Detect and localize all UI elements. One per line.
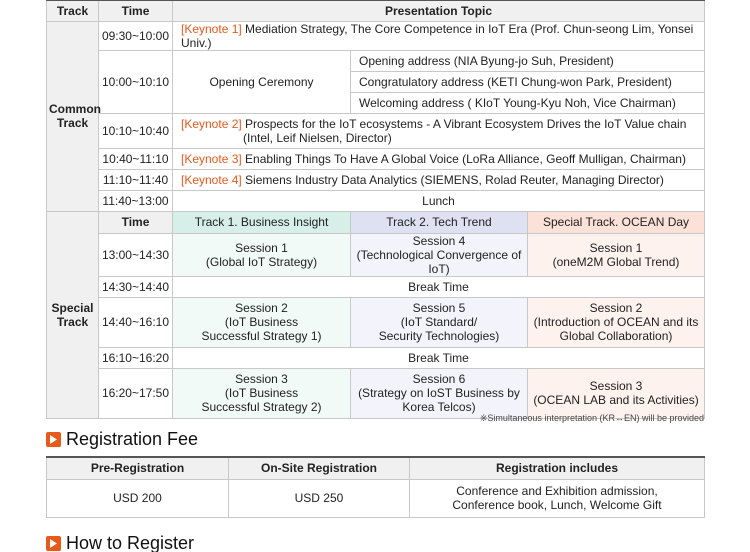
welcoming-address: Welcoming address ( KIoT Young-Kyu Noh, Vice Chairman) bbox=[351, 92, 705, 113]
session-cell-track2: Session 4 (Technological Convergence of IoT) bbox=[351, 233, 528, 276]
congratulatory-address: Congratulatory address (KETI Chung-won Park, President) bbox=[351, 71, 705, 92]
session-cell-track1: Session 2 (IoT Business Successful Strategy 1) bbox=[173, 297, 351, 347]
registration-includes-header: Registration includes bbox=[410, 457, 705, 479]
registration-values-row bbox=[47, 479, 705, 517]
topic-text: Prospects for the IoT ecosystems - A Vibrant Ecosystem Drives the IoT Value chain bbox=[241, 116, 687, 131]
session-cell-track3: Session 2 (Introduction of OCEAN and its Global Collaboration) bbox=[528, 297, 705, 347]
track3-header: Special Track. OCEAN Day bbox=[528, 211, 705, 233]
common-track-label: Common Track bbox=[47, 21, 99, 211]
topic-text: Enabling Things To Have A Global Voice (LoRa Alliance, Geoff Mulligan, Chairman) bbox=[241, 151, 686, 166]
topic-text: Siemens Industry Data Analytics (SIEMENS, Rolad Reuter, Managing Director) bbox=[241, 172, 664, 187]
session-cell-track3: Session 1 (oneM2M Global Trend) bbox=[528, 233, 705, 276]
topic-cell bbox=[173, 148, 705, 169]
opening-row-1 bbox=[47, 50, 705, 71]
session-cell-track1: Session 1 (Global IoT Strategy) bbox=[173, 233, 351, 276]
pre-registration-fee: USD 200 bbox=[47, 479, 229, 517]
header-time: Time bbox=[99, 0, 173, 21]
keynote-label: [Keynote 1] bbox=[181, 21, 242, 36]
play-triangle-icon bbox=[46, 432, 61, 447]
common-row-keynote-2 bbox=[47, 113, 705, 148]
play-triangle-icon bbox=[46, 536, 61, 551]
time-cell: 16:20~17:50 bbox=[99, 368, 173, 418]
session-row bbox=[47, 297, 705, 347]
time-cell: 13:00~14:30 bbox=[99, 233, 173, 276]
lunch-cell: Lunch bbox=[173, 190, 705, 211]
common-row-keynote-4 bbox=[47, 169, 705, 190]
common-row-keynote-1 bbox=[47, 21, 705, 50]
topic-cell bbox=[173, 21, 705, 50]
pre-registration-header: Pre-Registration bbox=[47, 457, 229, 479]
special-header-row bbox=[47, 211, 705, 233]
time-cell: 10:00~10:10 bbox=[99, 50, 173, 113]
break-row bbox=[47, 276, 705, 297]
time-cell: 10:40~11:10 bbox=[99, 148, 173, 169]
session-row bbox=[47, 233, 705, 276]
opening-ceremony-label: Opening Ceremony bbox=[173, 50, 351, 113]
session-cell-track2: Session 6 (Strategy on IoST Business by Korea Telcos) bbox=[351, 368, 528, 418]
on-site-registration-header: On-Site Registration bbox=[229, 457, 410, 479]
time-cell: 16:10~16:20 bbox=[99, 347, 173, 368]
session-cell-track1: Session 3 (IoT Business Successful Strategy 2) bbox=[173, 368, 351, 418]
break-cell: Break Time bbox=[173, 276, 705, 297]
time-cell: 10:10~10:40 bbox=[99, 113, 173, 148]
header-track: Track bbox=[47, 0, 99, 21]
session-cell-track2: Session 5 (IoT Standard/ Security Technologies) bbox=[351, 297, 528, 347]
registration-fee-heading bbox=[46, 429, 198, 450]
registration-header-row bbox=[47, 457, 705, 479]
topic-cell bbox=[173, 169, 705, 190]
program-header-row bbox=[47, 0, 705, 21]
topic-cell bbox=[173, 113, 705, 148]
header-topic: Presentation Topic bbox=[173, 0, 705, 21]
break-row bbox=[47, 347, 705, 368]
time-cell: 09:30~10:00 bbox=[99, 21, 173, 50]
how-to-register-title: How to Register bbox=[66, 533, 195, 552]
time-cell: 11:40~13:00 bbox=[99, 190, 173, 211]
topic-text: Mediation Strategy, The Core Competence in IoT Era (Prof. Chun-seong Lim, Yonsei Univ.) bbox=[181, 21, 694, 50]
session-row bbox=[47, 368, 705, 418]
how-to-register-heading bbox=[46, 533, 194, 552]
track1-header: Track 1. Business Insight bbox=[173, 211, 351, 233]
interpretation-note: ※Simultaneous interpretation (KR↔EN) will be provided bbox=[479, 413, 704, 423]
keynote-label: [Keynote 2] bbox=[181, 116, 242, 131]
keynote-label: [Keynote 3] bbox=[181, 151, 242, 166]
session-cell-track3: Session 3 (OCEAN LAB and its Activities) bbox=[528, 368, 705, 418]
program-table bbox=[46, 0, 705, 419]
registration-table bbox=[46, 456, 705, 518]
common-row-lunch bbox=[47, 190, 705, 211]
special-track-label: Special Track bbox=[47, 211, 99, 418]
track2-header: Track 2. Tech Trend bbox=[351, 211, 528, 233]
common-row-keynote-3 bbox=[47, 148, 705, 169]
break-cell: Break Time bbox=[173, 347, 705, 368]
topic-speaker: (Intel, Leif Nielsen, Director) bbox=[243, 130, 392, 145]
time-cell: 11:10~11:40 bbox=[99, 169, 173, 190]
registration-fee-title: Registration Fee bbox=[66, 429, 199, 449]
time-cell: 14:30~14:40 bbox=[99, 276, 173, 297]
time-cell: 14:40~16:10 bbox=[99, 297, 173, 347]
on-site-registration-fee: USD 250 bbox=[229, 479, 410, 517]
opening-address: Opening address (NIA Byung-jo Suh, President) bbox=[351, 50, 705, 71]
special-time-header: Time bbox=[99, 211, 173, 233]
keynote-label: [Keynote 4] bbox=[181, 172, 242, 187]
registration-includes-value: Conference and Exhibition admission, Conference book, Lunch, Welcome Gift bbox=[410, 479, 705, 517]
